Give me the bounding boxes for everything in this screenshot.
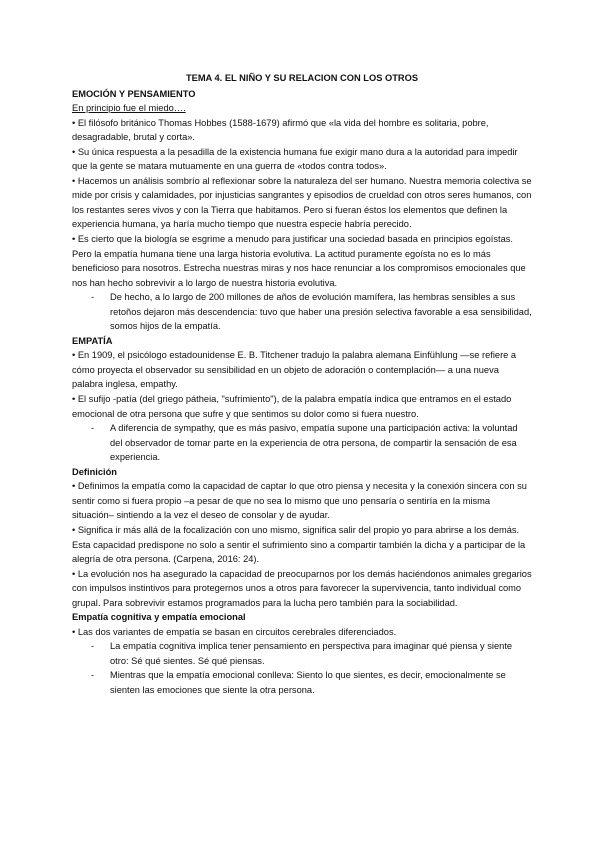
paragraph: • El sufijo -patía (del griego pátheia, "sufrimiento"), de la palabra empatía indica que entramos en el estado emocional de otra persona que sufre y que sentimos su dolor como si fuera nuestro. <box>72 394 512 419</box>
document-title: TEMA 4. EL NIÑO Y SU RELACION CON LOS OTROS <box>185 73 419 83</box>
heading-emocion: EMOCIÓN Y PENSAMIENTO <box>72 88 196 99</box>
dash-item: - Mientras que la empatía emocional conlleva: Siento lo que sientes, es decir, emocionalmente se sienten las emociones que siente la otra persona. <box>72 668 532 697</box>
dash-item: - De hecho, a lo largo de 200 millones de años de evolución mamífera, las hembras sensibles a sus retoños dejaron más descendencia: tuvo que haber una presión selectiva favorable a esa sensibilidad, somos hijos de la empatía. <box>72 290 532 334</box>
paragraph: • Su única respuesta a la pesadilla de la existencia humana fue exigir mano dura a la autoridad para impedir que la gente se matara mutuamente en una guerra de «todos contra todos». <box>72 146 518 172</box>
paragraph: • El filósofo británico Thomas Hobbes (1588-1679) afirmó que «la vida del hombre es solitaria, pobre, desagradable, brutal y corta». <box>72 117 489 143</box>
dash-item: - La empatía cognitiva implica tener pensamiento en perspectiva para imaginar qué piensa y siente otro: Sé qué sientes. Sé qué piensas. <box>72 639 532 668</box>
paragraph: • Significa ir más allá de la focalización con uno mismo, significa salir del propio yo para abrirse a los demás. Esta capacidad predispone no solo a sentir el sufrimiento sino a compartir también la dicha y a participar de la alegría de otra persona. (Carpena, 2016: 24). <box>72 524 526 565</box>
document-body <box>72 71 532 698</box>
paragraph: • Las dos variantes de empatía se basan en circuitos cerebrales diferenciados. <box>72 626 397 637</box>
dash-item: - A diferencia de sympathy, que es más pasivo, empatía supone una participación activa: la voluntad del observador de tomar parte en la experiencia de otra persona, de compartir la sensación de esa experiencia. <box>72 421 532 465</box>
paragraph: • Definimos la empatía como la capacidad de captar lo que otro piensa y necesita y la conexión sincera con su sentir como si fuera propio –a pesar de que no sea lo mismo que uno pensaría o sentiría en la misma situación– sintiendo a la vez el deseo de consolar y de ayudar. <box>72 481 527 521</box>
heading-empatia: EMPATÍA <box>72 335 113 346</box>
paragraph: • Es cierto que la biología se esgrime a menudo para justificar una sociedad basada en principios egoístas. Pero la empatía humana tiene una larga historia evolutiva. La actitud puramente egoísta no es lo más beneficioso para nosotros. Estrecha nuestras miras y nos hace renunciar a los compromisos emocionales que nos han hecho sobrevivir a lo largo de nuestra historia evolutiva. <box>72 234 526 288</box>
heading-cognitiva: Empatía cognitiva y empatía emocional <box>72 612 246 623</box>
paragraph: • En 1909, el psicólogo estadounidense E. B. Titchener tradujo la palabra alemana Einfühlung —se refiere a cómo proyecta el observador su sensibilidad en un objeto de adoración o contemplación— a una nueva palabra inglesa, empathy. <box>72 350 517 390</box>
subheading-miedo: En principio fue el miedo…. <box>72 103 186 114</box>
heading-definicion: Definición <box>72 466 117 477</box>
paragraph: • Hacemos un análisis sombrío al reflexionar sobre la naturaleza del ser humano. Nuestra memoria colectiva se mide por crisis y calamidades, por injusticias sangrantes y episodios de crueldad con otros seres humanos, con los restantes seres vivos y con la Tierra que habitamos. Pero si fueran éstos los elementos que definen la experiencia humana, ya haría mucho tiempo que nuestra especie habría perecido. <box>72 175 532 230</box>
paragraph: • La evolución nos ha asegurado la capacidad de preocuparnos por los demás haciéndonos animales gregarios con impulsos instintivos para protegernos unos a otros para favorecer la supervivencia, tanto individual como grupal. Para sobrevivir estamos programados para la lucha pero también para la sociabilidad. <box>72 568 532 608</box>
